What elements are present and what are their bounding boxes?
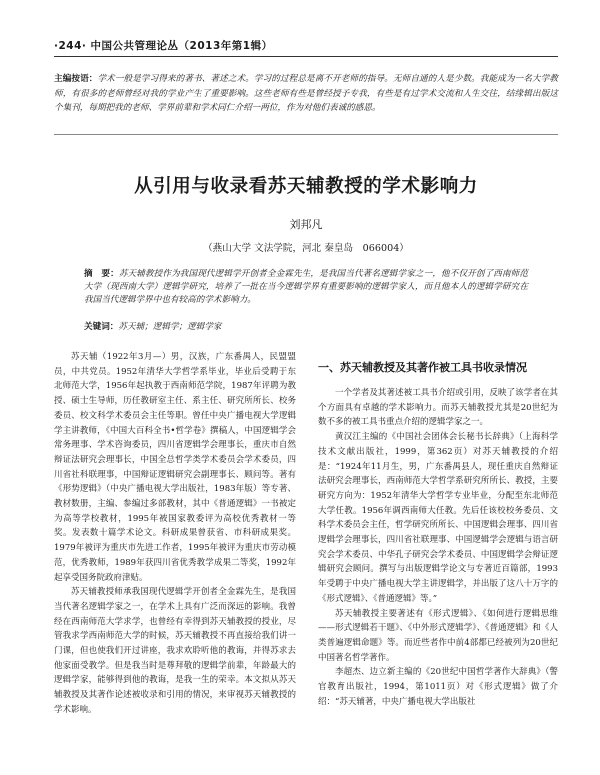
body-paragraph: 苏天辅教授主要著述有《形式逻辑》、《如何进行逻辑思维——形式逻辑若干题》、《中外形式逻辑学》、《普通逻辑》和《人类普遍逻辑命题》等。而近些者作中前4部都已经被列为20世纪中国著名哲学著作。: [318, 608, 558, 663]
body-paragraph: 李超杰、边立新主编的《20世纪中国哲学著作大辞典》（警官教育出版社，1994，第1011页）对《形式逻辑》做了介绍：“苏天辅著，中央广播电视大学出版社: [318, 667, 558, 707]
body-paragraph: 一个学者及其著述被工具书介绍或引用，反映了该学者在其个方面具有卓越的学术影响力。而苏天辅教授尤其是20世纪为数不多的被工具书重点介绍的逻辑学家之一。: [318, 388, 558, 428]
header-rule: [54, 56, 558, 57]
article-title: 从引用与收录看苏天辅教授的学术影响力: [134, 176, 478, 197]
section-rule: [54, 134, 558, 135]
section-heading: 一、苏天辅教授及其著作被工具书收录情况: [318, 361, 527, 374]
body-paragraph: 苏天辅教授师承我国现代逻辑学开创者全金霖先生，是我国当代著名逻辑学家之一，在学术上具有广泛而深远的影响。我曾经在西南师范大学求学，也曾经有幸得到苏天辅教授的授业，尽管我求学西南师范大学的时候，苏天辅教授不再直接给我们讲一门课，但也使我们开过讲座，我求欢聆听他的教诲，并得苏求去他家面受教学。但是我当时是尊拜敬的逻辑学前辈，年龄最大的逻辑学家，能够得到他的教诲，是我一生的荣幸。本文拟从苏天辅教授及其著作论述被收录和引用的情况，来审视苏天辅教授的学术影响。: [54, 587, 296, 715]
abstract-label: 摘 要：: [84, 269, 119, 279]
article-affiliation: （燕山大学 文法学院，河北 秦皇岛 066004）: [203, 243, 409, 254]
right-column: [318, 352, 558, 709]
keywords-text: 苏天辅；逻辑学；逻辑学家: [118, 322, 222, 332]
body-paragraph: 苏天辅（1922年3月—）男，汉族，广东番禺人，民盟盟员，中共党员。1952年清华大学哲学系毕业，毕业后受聘于东北师范大学，1956年起执教于西南师范学院，1987年评聘为教授、硕士生导师，历任教研室主任、系主任、研究所所长、校务委员、校文科学术委员会主任等职。曾任中央广播电视大学逻辑学主讲教师，《中国大百科全书•哲学卷》撰稿人，中国逻辑学会常务理事、学术咨询委员，四川省逻辑学会理事长，重庆市自然辩证法研究会理事长，中国全总哲学类学术委员会学术委员，四川省社科联理事，中国辩证逻辑研究会副理事长、顾问等。著有《形势逻辑》（中央广播电视大学出版社，1983年版）等专著、教材数册，主编、参编过多部教材，其中《普通逻辑》一书被定为高等学校教材，1995年被国家教委评为高校优秀教材一等奖。发表数十篇学术论文。科研成果曾获省、市科研成果奖。1979年被评为重庆市先进工作者，1995年被评为重庆市劳动模范，优秀教师，1989年获四川省优秀教学成果二等奖，1992年起享受国务院政府津贴。: [54, 352, 296, 583]
article-author: 刘邦凡: [289, 218, 323, 231]
left-column: [54, 350, 296, 718]
running-header: ·244· 中国公共管理论丛（2013年第1辑）: [54, 40, 273, 52]
body-paragraph: 黄汉江主编的《中国社会团体会长秘书长辞典》（上海科学技术文献出版社，1999，第362页）对苏天辅教授的介绍是：“1924年11月生，男，广东番禺县人，现任重庆自然辩证法研究会理事长，西南师范大学哲学系研究所所长、教授，主要研究方向为：1952年清华大学哲学专业毕业，分配至东北师范大学任教。1956年调西南师大任教。先后任该校校务委员、文科学术委员会主任，哲学研究所所长、中国逻辑会理事、四川省逻辑学会理事长，四川省社联理事、中国逻辑学会逻辑与语言研究会学术委员、中华孔子研究会学术委员、中国逻辑学会辩证逻辑研究会顾问。撰写与出版逻辑学论文与专著近百篇部，1993年受聘于中央广播电视大学主讲逻辑学，并出版了这八十万字的《形式逻辑》、《普通逻辑》等。”: [318, 432, 558, 604]
abstract: [84, 268, 528, 307]
editor-note-label: 主编按语：: [54, 74, 98, 84]
editor-note: [54, 72, 558, 116]
editor-note-text: 学术一般是学习得来的著书、著述之术。学习的过程总是离不开老师的指导。无师自通的人是少数。我能成为一名大学教师，有很多的老师曾经对我的学业产生了重要影响。这些老师有些是曾经授予专我，有些是有过学术交流和人生交往，结缘辑出版这个集刊，每期把我的老师、学界前辈和学术同仁介绍一两位，作为对他们表诚的感恩。: [54, 74, 558, 113]
keywords-label: 关键词：: [84, 322, 119, 332]
abstract-text: 苏天辅教授作为我国现代逻辑学开创者全金霖先生，是我国当代著名逻辑学家之一，他不仅开创了西南师范大学（现西南大学）逻辑学研究，培养了一批在当今逻辑学界有重要影响的逻辑学家人，而且他本人的逻辑学研究在我国当代逻辑学界中也有较高的学术影响力。: [84, 269, 528, 305]
keywords: [84, 320, 528, 332]
